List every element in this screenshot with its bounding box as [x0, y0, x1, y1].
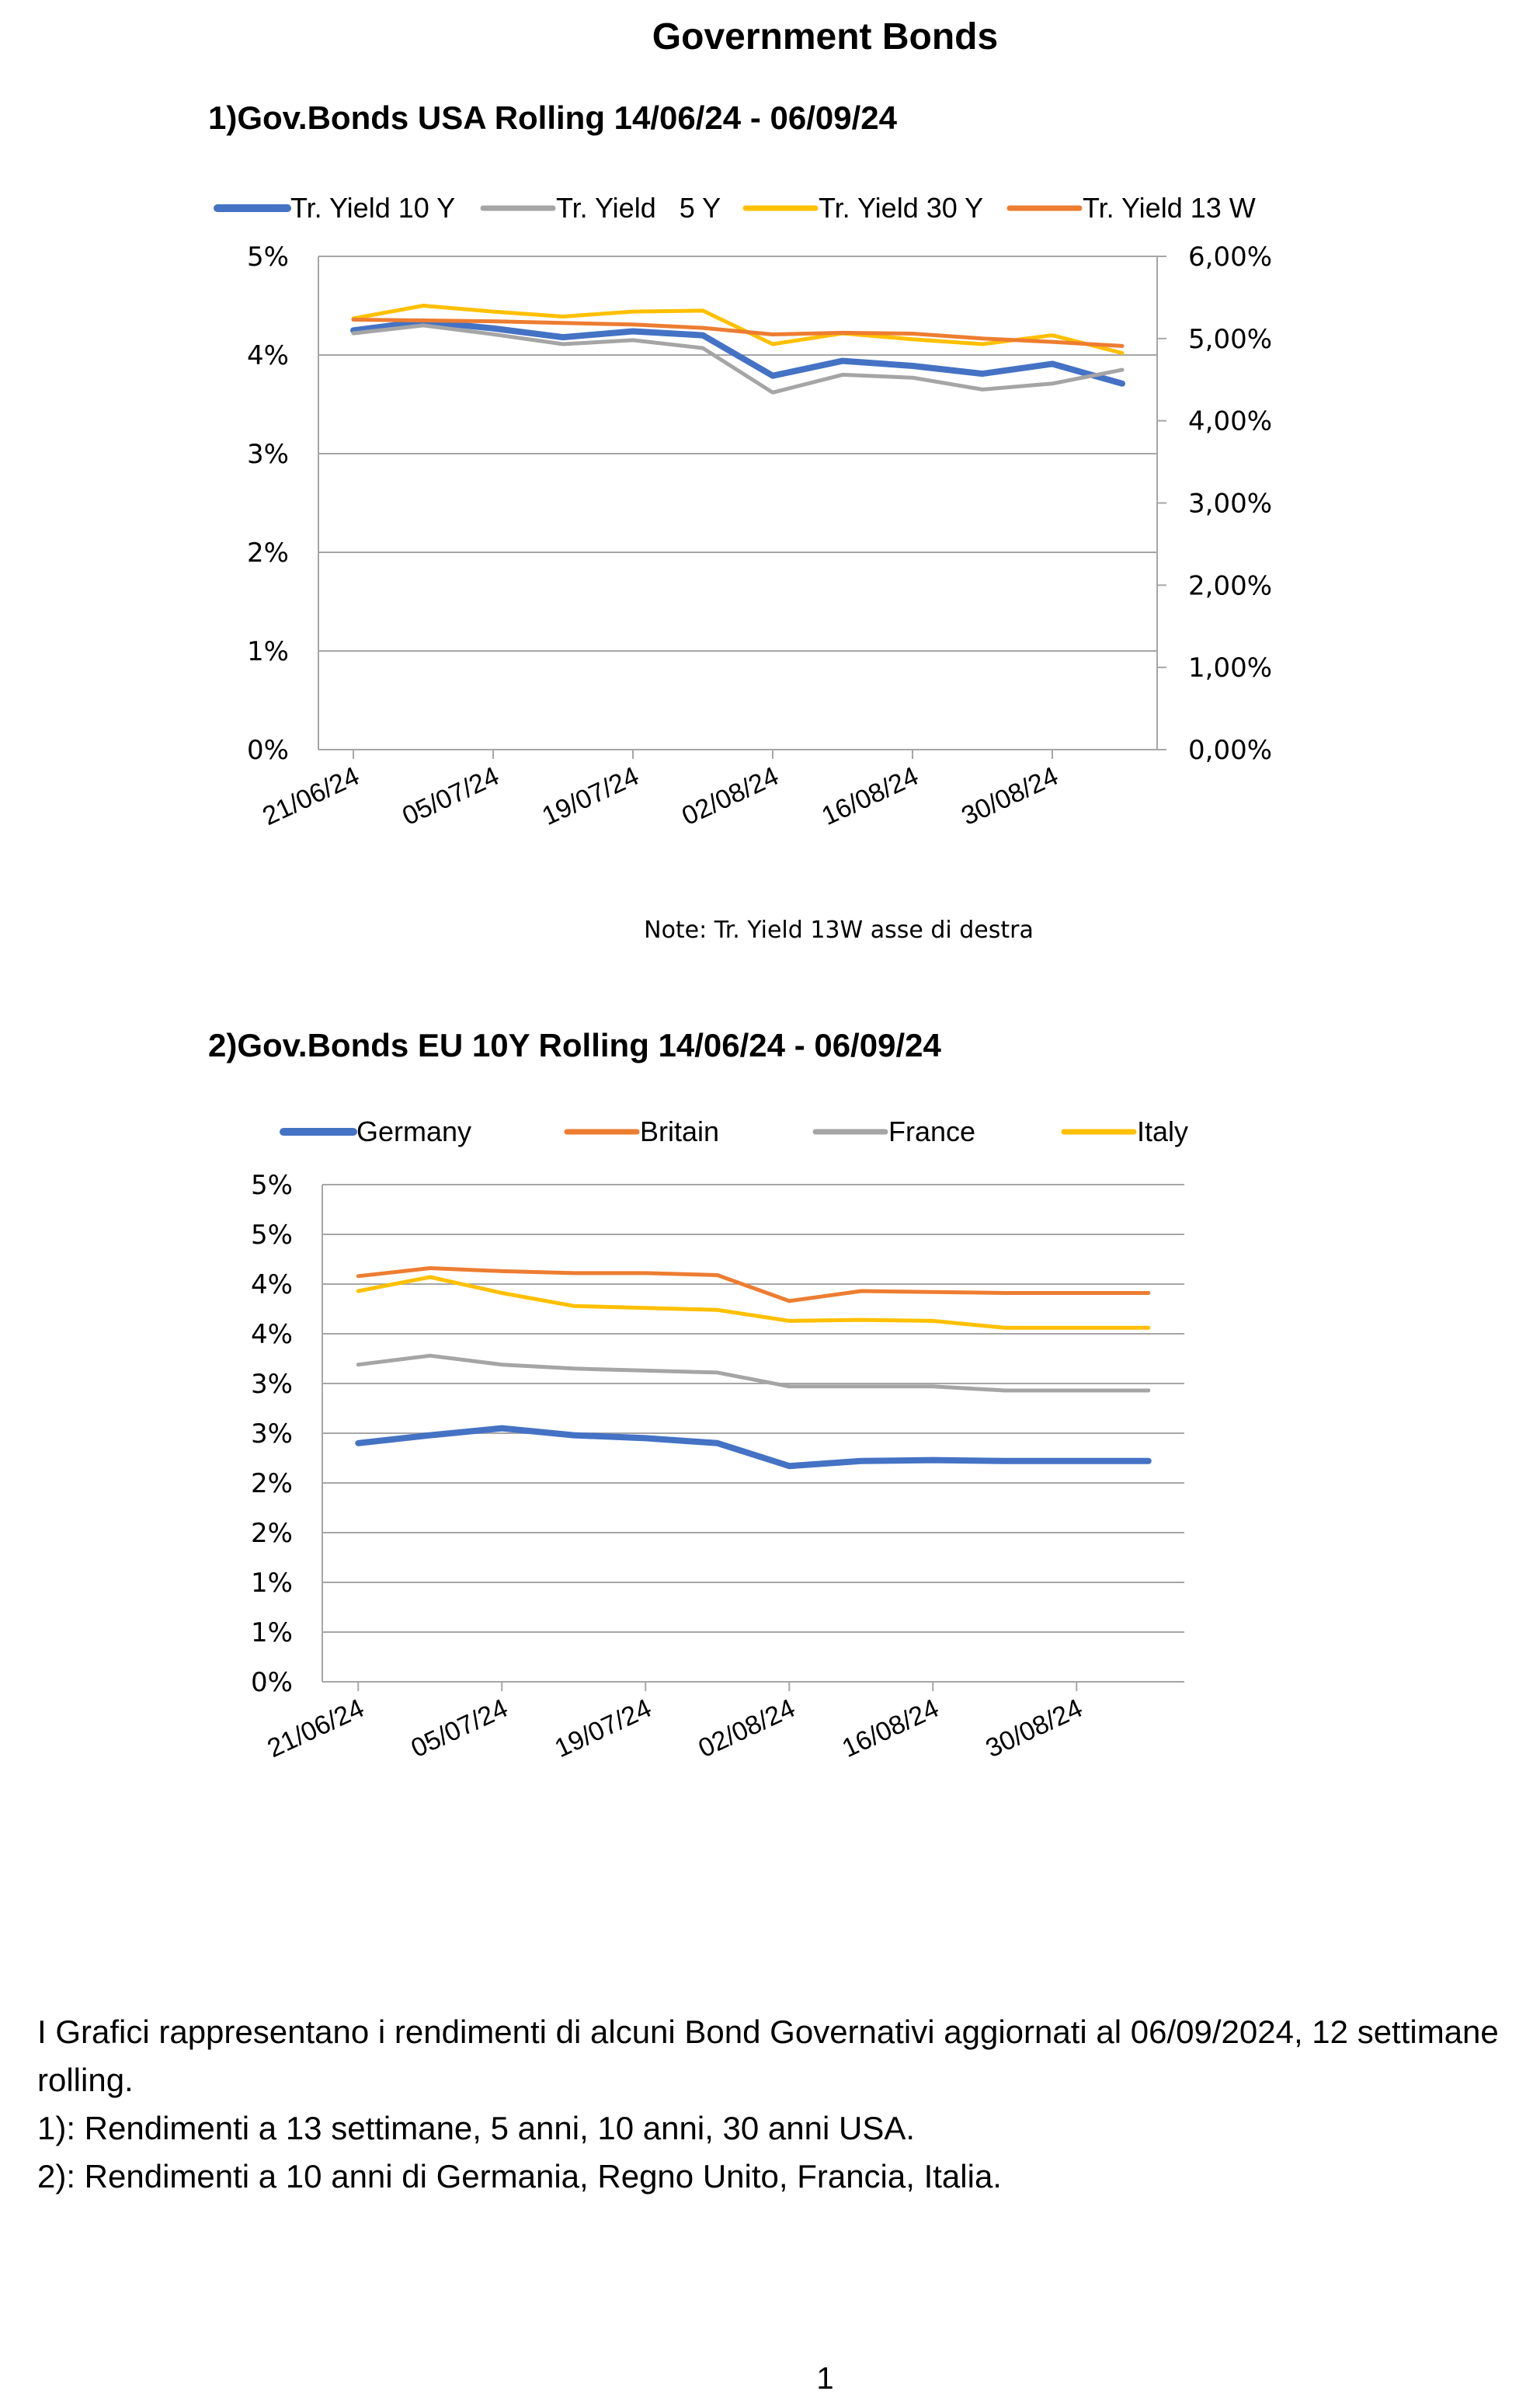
x-tick-label: 05/07/24 [406, 1693, 513, 1764]
legend-label: Italy [1137, 1115, 1189, 1147]
x-tick-label: 02/08/24 [677, 760, 784, 832]
description-line-3: 2): Rendimenti a 10 anni di Germania, Regno Unito, Francia, Italia. [37, 2158, 1002, 2194]
y-tick-label: 5% [247, 242, 289, 273]
y-tick-label: 5% [251, 1220, 293, 1251]
y-tick-label: 3% [247, 439, 289, 470]
y-right-tick-label: 6,00% [1188, 242, 1273, 273]
chart2-eu-bonds [0, 1099, 1540, 1798]
legend-label: Germany [356, 1115, 472, 1147]
y-right-tick-label: 5,00% [1188, 323, 1273, 355]
description [37, 2008, 1513, 2201]
y-tick-label: 1% [247, 636, 289, 667]
x-tick-label: 19/07/24 [550, 1693, 656, 1764]
y-tick-label: 3% [251, 1418, 293, 1450]
y-tick-label: 0% [247, 735, 289, 766]
y-right-tick-label: 4,00% [1188, 405, 1273, 437]
y-tick-label: 4% [251, 1319, 293, 1350]
y-right-tick-label: 1,00% [1188, 653, 1273, 684]
y-tick-label: 4% [251, 1269, 293, 1300]
x-tick-label: 02/08/24 [694, 1693, 800, 1764]
y-tick-label: 2% [251, 1518, 293, 1549]
y-right-tick-label: 2,00% [1188, 570, 1273, 602]
chart1-title: 1)Gov.Bonds USA Rolling 14/06/24 - 06/09/24 [208, 99, 897, 136]
page-title: Government Bonds [652, 16, 999, 57]
y-tick-label: 1% [251, 1617, 293, 1648]
description-line-2: 1): Rendimenti a 13 settimane, 5 anni, 10 anni, 30 anni USA. [37, 2110, 916, 2146]
description-line-1: I Grafici rappresentano i rendimenti di alcuni Bond Governativi aggiornati al 06/09/2024, 12 settimane rolling. [37, 2013, 1499, 2098]
page-number: 1 [816, 2361, 834, 2396]
y-right-tick-label: 3,00% [1188, 488, 1273, 520]
chart1-usa-bonds [0, 171, 1540, 870]
legend-label: Tr. Yield 30 Y [819, 192, 984, 224]
legend-label: Tr. Yield 10 Y [290, 192, 456, 224]
x-tick-label: 16/08/24 [817, 760, 923, 832]
y-right-tick-label: 0,00% [1188, 735, 1273, 766]
y-tick-label: 5% [251, 1170, 293, 1201]
x-tick-label: 30/08/24 [957, 760, 1063, 832]
chart2-title: 2)Gov.Bonds EU 10Y Rolling 14/06/24 - 06/09/24 [208, 1027, 941, 1063]
chart1-note: Note: Tr. Yield 13W asse di destra [644, 917, 1034, 944]
x-tick-label: 05/07/24 [398, 760, 504, 832]
legend-label: Tr. Yield 5 Y [556, 192, 721, 224]
x-tick-label: 30/08/24 [981, 1693, 1087, 1764]
x-tick-label: 21/06/24 [262, 1693, 369, 1764]
x-tick-label: 16/08/24 [837, 1693, 944, 1764]
y-tick-label: 4% [247, 340, 289, 371]
x-tick-label: 19/07/24 [537, 760, 644, 832]
series-line-france [358, 1356, 1149, 1390]
y-tick-label: 3% [251, 1369, 293, 1400]
y-tick-label: 2% [251, 1468, 293, 1499]
y-tick-label: 2% [247, 538, 289, 569]
legend-label: Tr. Yield 13 W [1083, 192, 1256, 224]
legend-label: France [888, 1115, 976, 1147]
y-tick-label: 0% [251, 1667, 293, 1698]
legend-label: Britain [640, 1115, 720, 1147]
y-tick-label: 1% [251, 1568, 293, 1599]
x-tick-label: 21/06/24 [258, 760, 364, 832]
